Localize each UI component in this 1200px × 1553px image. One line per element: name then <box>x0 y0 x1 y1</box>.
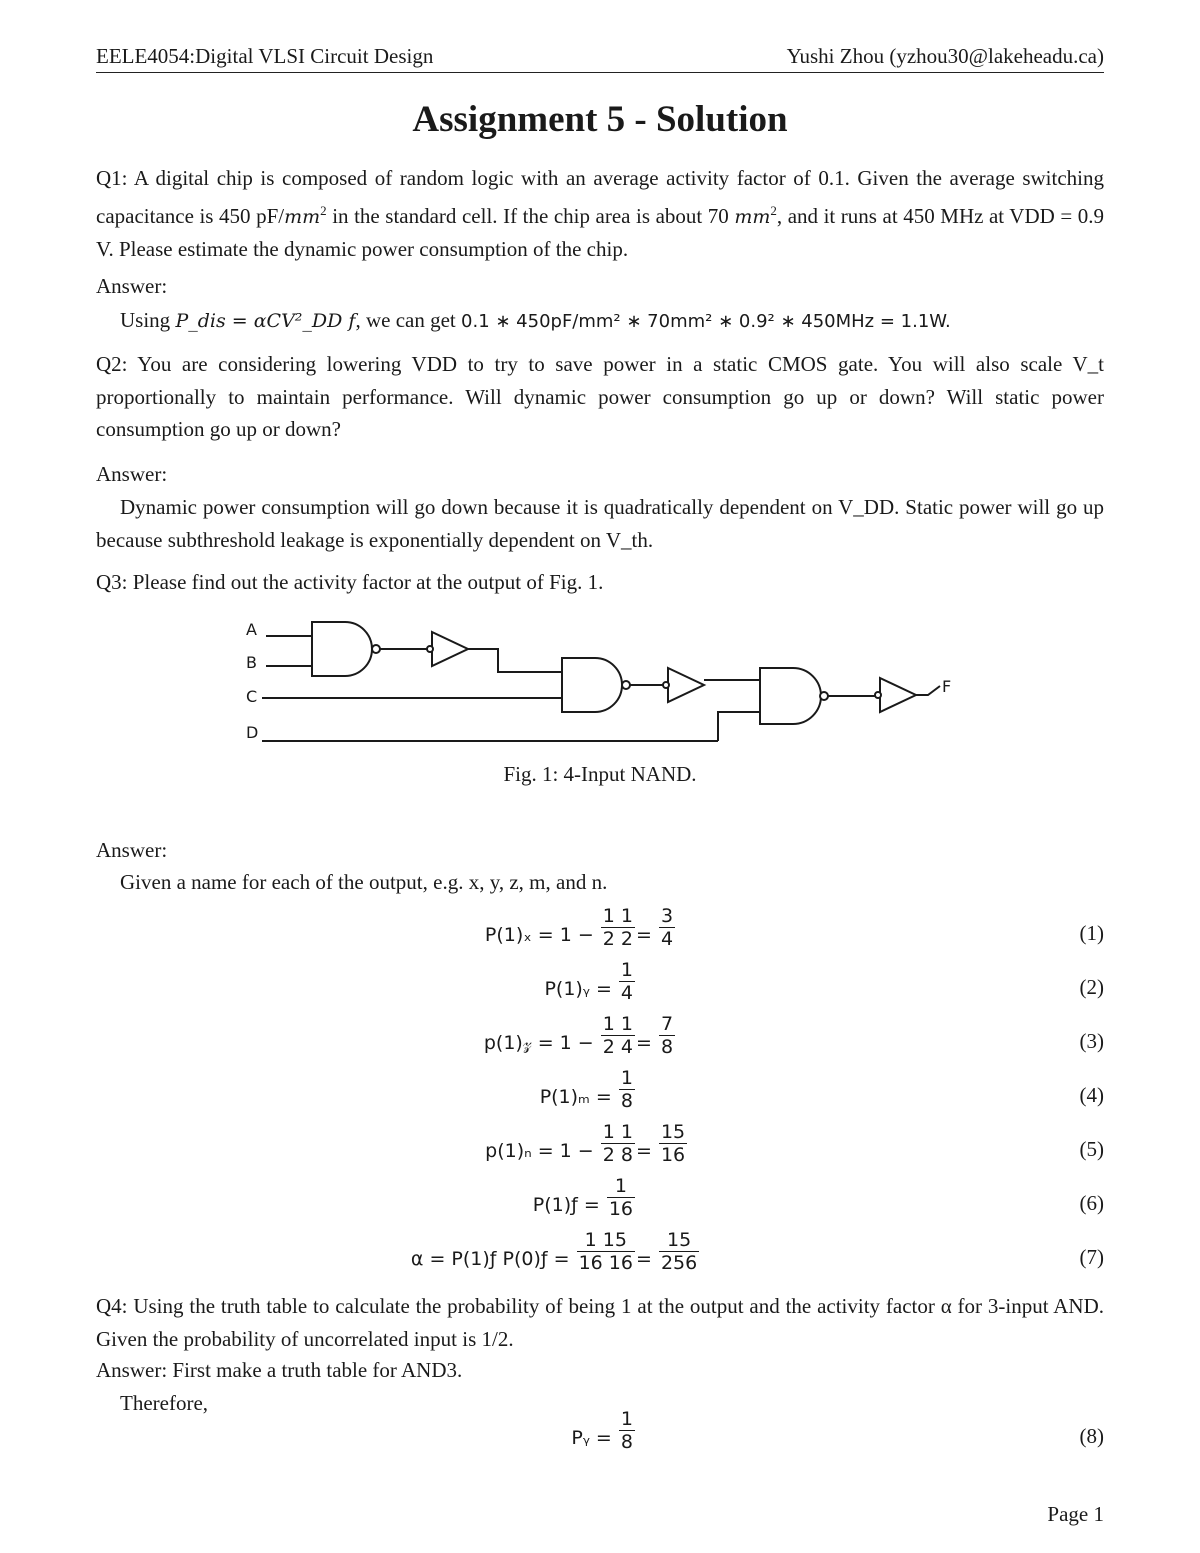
equation-row: = $\frac{15}{256}$ α = P(1)ƒ P(0)ƒ = $\frac{1 15}{16 16}$ (7) <box>410 1229 1104 1274</box>
equation-row <box>96 1068 1104 1122</box>
equation-number: (8) <box>1079 1424 1104 1448</box>
page-title: Assignment 5 - Solution <box>412 99 788 140</box>
inverter-3 <box>880 678 916 712</box>
equation-fraction: $\frac{1 15}{16 16}$ <box>578 1229 633 1274</box>
q2-answer: Dynamic power consumption will go down because it is quadratically dependent on V_DD. Static power will go up because subthreshold leakage is exponentially dependent on V_th. <box>96 495 1104 552</box>
q2-question: Q2: You are considering lowering VDD to try to save power in a static CMOS gate. You will also scale V_t proportionally to maintain performance. Will dynamic power consumption go up or down? Will static power consumption go up or down? <box>96 352 1104 441</box>
equation-lhs: p(1)ₙ = 1 − <box>485 1140 600 1162</box>
equation-result-fraction: $\frac{1}{8}$ <box>620 1408 633 1453</box>
equation-number: (7) <box>1079 1245 1104 1269</box>
equation-number: (4) <box>1079 1083 1104 1107</box>
equation-row: = $\frac{3}{4}$ P(1)ₓ = 1 − $\frac{1 1}{2 2}$ (1) <box>484 905 1104 950</box>
q2-answer-label: Answer: <box>96 462 168 486</box>
q1-answer: Using P_dis = αCV²_DD f, we can get 0.1 ∗ 450pF/mm² ∗ 70mm² ∗ 0.9² ∗ 450MHz = 1.1W. <box>120 308 951 332</box>
label-a: A <box>246 620 257 639</box>
equation-result-fraction: $\frac{7}{8}$ <box>660 1013 674 1058</box>
label-b: B <box>246 653 257 672</box>
equation-lhs: P(1)ₓ = 1 − <box>484 924 600 946</box>
equation-row <box>96 960 1104 1014</box>
nand-gate-3 <box>760 668 821 724</box>
q1-question: Q1: A digital chip is composed of random logic with an average activity factor of 0.1. Given the average switching capacitance is 450 $pF/mm^2$ in the standard cell. If the chip area is about 70 $mm^2$, and it runs at 450 MHz at VDD = 0.9 V. Please estimate the dynamic power consumption of the chip. <box>96 166 1104 261</box>
header-course: EELE4054:Digital VLSI Circuit Design <box>96 44 434 68</box>
page-number: Page 1 <box>1047 1502 1104 1526</box>
q3-answer-intro: Given a name for each of the output, e.g. x, y, z, m, and n. <box>120 870 608 894</box>
equation-row <box>96 1176 1104 1230</box>
equation-result-fraction: $\frac{15}{256}$ <box>660 1229 698 1274</box>
equation-result-fraction: $\frac{1}{8}$ <box>620 1067 633 1112</box>
header-rule <box>96 72 1104 73</box>
label-d: D <box>246 723 259 742</box>
equation-result-fraction: $\frac{1}{4}$ <box>620 959 633 1004</box>
equation-row <box>96 1409 1104 1463</box>
q3-question: Q3: Please find out the activity factor at the output of Fig. 1. <box>96 570 604 594</box>
equation-lhs: P(1)ₘ = <box>539 1086 618 1108</box>
equation-number: (2) <box>1079 975 1104 999</box>
q4-therefore: Therefore, <box>120 1391 209 1415</box>
q1-answer-label: Answer: <box>96 274 168 298</box>
figure-caption: Fig. 1: 4-Input NAND. <box>503 762 697 786</box>
equation-fraction: $\frac{1 1}{2 2}$ <box>602 905 633 950</box>
equation-row: = $\frac{7}{8}$ p(1)𝓏 = 1 − $\frac{1 1}{2 4}$ (3) <box>483 1013 1104 1058</box>
q4-answer: Answer: First make a truth table for AND3. <box>96 1358 463 1382</box>
nand-gate-1 <box>312 622 372 676</box>
label-c: C <box>246 687 258 706</box>
label-f: F <box>942 677 952 696</box>
equation-number: (6) <box>1079 1191 1104 1215</box>
equation-number: (5) <box>1079 1137 1104 1161</box>
equation-result-fraction: $\frac{15}{16}$ <box>660 1121 686 1166</box>
inverter-2 <box>668 668 704 702</box>
q3-answer-label: Answer: <box>96 838 168 862</box>
equation-lhs: Pᵧ = <box>571 1427 618 1449</box>
equation-number: (1) <box>1079 921 1104 945</box>
equation-result-fraction: $\frac{3}{4}$ <box>660 905 674 950</box>
q4-question: Q4: Using the truth table to calculate the probability of being 1 at the output and the activity factor α for 3-input AND. Given the probability of uncorrelated input is 1/2. <box>96 1294 1104 1351</box>
equation-lhs: p(1)𝓏 = 1 − <box>483 1032 600 1054</box>
equation-number: (3) <box>1079 1029 1104 1053</box>
equation-lhs: P(1)ƒ = <box>532 1194 606 1216</box>
equation-row: = $\frac{15}{16}$ p(1)ₙ = 1 − $\frac{1 1}{2 8}$ (5) <box>485 1121 1104 1166</box>
equation-fraction: $\frac{1 1}{2 4}$ <box>602 1013 633 1058</box>
nand-circuit-figure <box>0 610 1200 750</box>
header-author: Yushi Zhou (yzhou30@lakeheadu.ca) <box>786 44 1104 68</box>
inverter-1 <box>432 632 468 666</box>
equation-lhs: P(1)ᵧ = <box>544 978 618 1000</box>
equation-fraction: $\frac{1 1}{2 8}$ <box>602 1121 633 1166</box>
nand-gate-2 <box>562 658 622 712</box>
equation-result-fraction: $\frac{1}{16}$ <box>608 1175 633 1220</box>
equation-lhs: α = P(1)ƒ P(0)ƒ = <box>410 1248 576 1270</box>
